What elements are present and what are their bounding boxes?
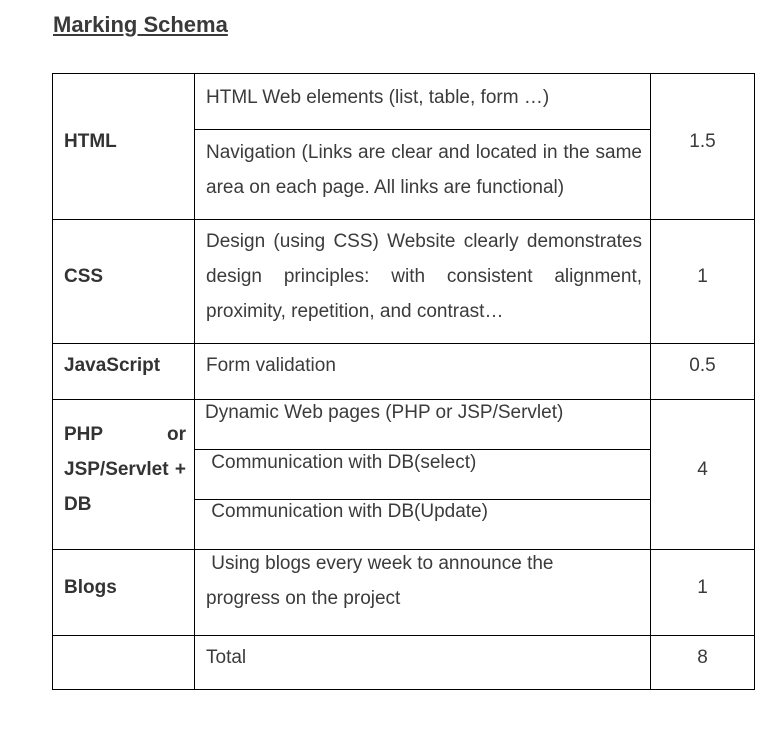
criterion-text: Communication with DB(Update) [206, 501, 488, 522]
category-label: CSS [64, 266, 104, 287]
criterion-text: Form validation [206, 355, 336, 376]
category-label: JavaScript [64, 355, 161, 376]
criterion-text: Navigation (Links are clear and located in the same area on each page. All links are functional) [206, 142, 642, 198]
mark-value: 0.5 [689, 355, 716, 376]
criterion-text: Design (using CSS) Website clearly demonstrates design principles: with consistent alignment, proximity, repetition, and contrast… [206, 231, 642, 322]
total-label: Total [206, 647, 247, 668]
row-divider [52, 635, 755, 636]
table-border-top [52, 73, 755, 74]
category-label: PHP or JSP/Servlet + DB [64, 424, 186, 515]
criterion-text: Using blogs every week to announce the progress on the project [206, 553, 559, 609]
total-value: 8 [697, 647, 708, 668]
category-label: HTML [64, 131, 117, 152]
mark-value: 1 [697, 266, 708, 287]
row-divider [52, 343, 755, 344]
mark-value: 1.5 [689, 131, 716, 152]
criterion-text: HTML Web elements (list, table, form …) [206, 87, 550, 108]
table-border-right [754, 73, 755, 690]
category-label: Blogs [64, 577, 117, 598]
subrow-divider [194, 129, 651, 130]
column-divider [194, 73, 195, 690]
page-title: Marking Schema [53, 12, 228, 37]
row-divider [52, 219, 755, 220]
table-border-left [52, 73, 53, 690]
mark-value: 4 [697, 459, 708, 480]
criterion-text: Dynamic Web pages (PHP or JSP/Servlet) [205, 402, 564, 423]
mark-value: 1 [697, 577, 708, 598]
table-border-bottom [52, 689, 755, 690]
criterion-text: Communication with DB(select) [206, 452, 477, 473]
